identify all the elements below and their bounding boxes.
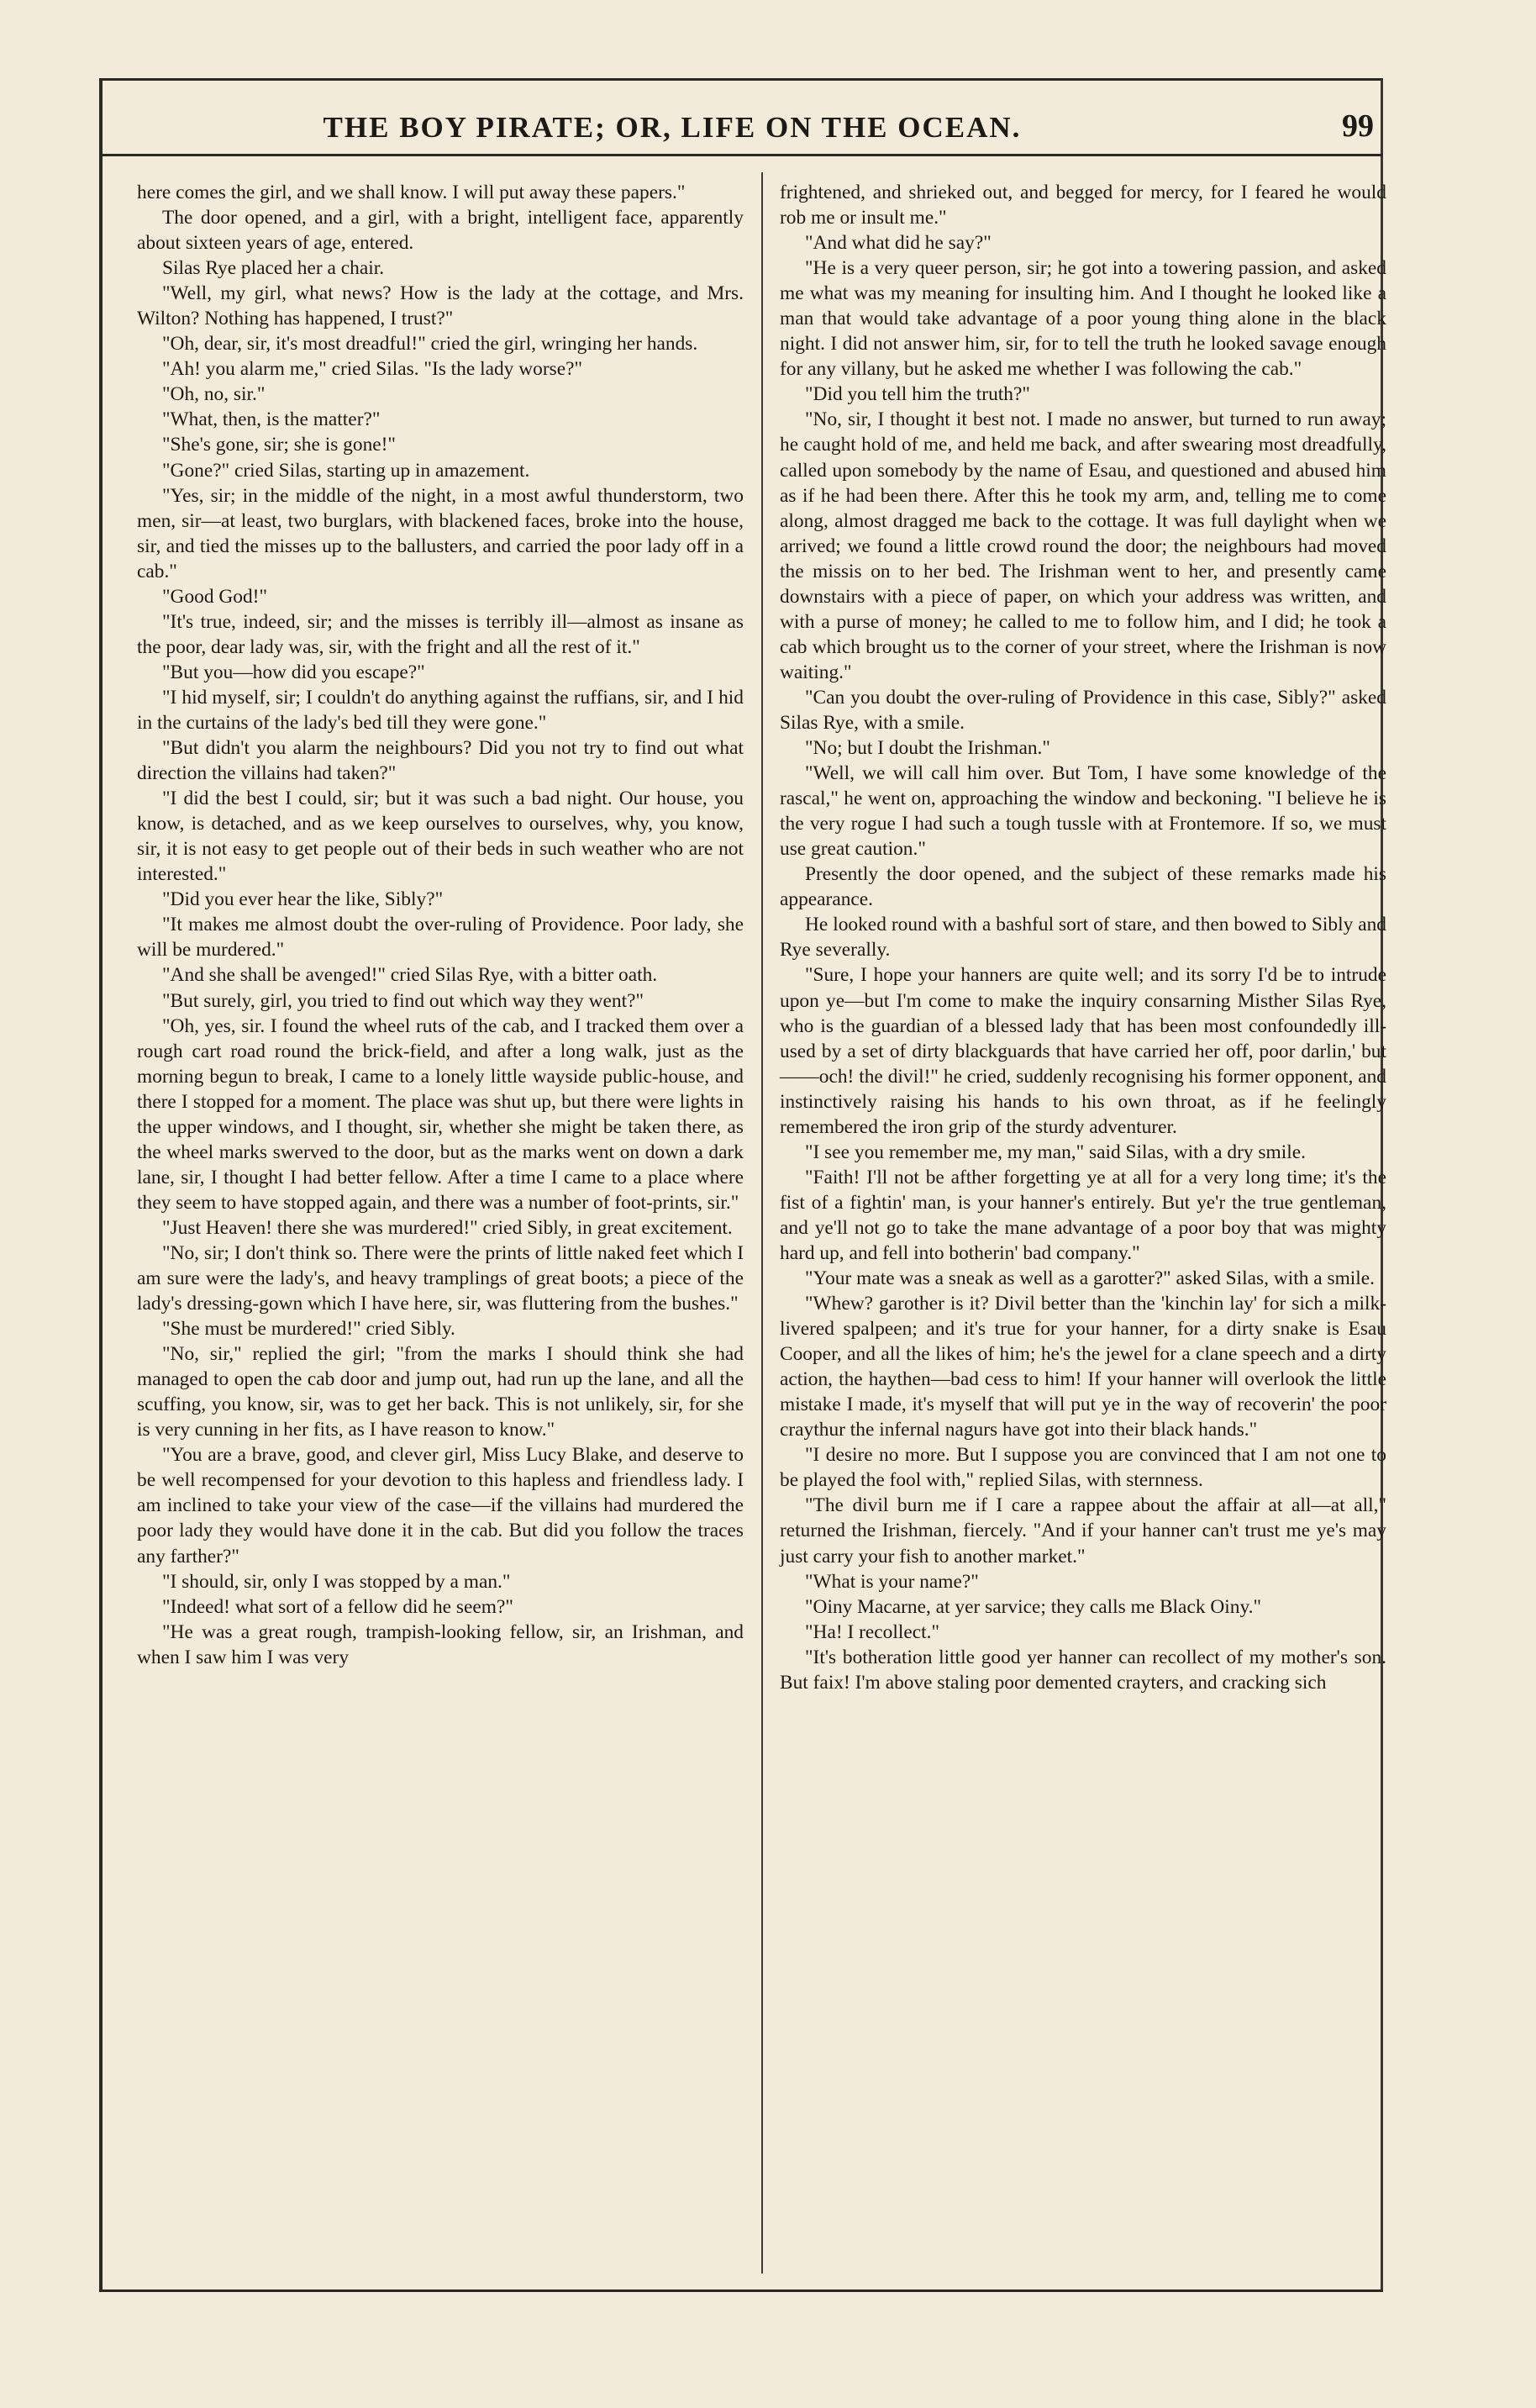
paragraph: "It makes me almost doubt the over-ruling of Providence. Poor lady, she will be murdered." [137,914,744,962]
paragraph: "And what did he say?" [805,232,992,255]
paragraph: "He was a great rough, trampish-looking fellow, sir, an Irishman, and when I saw him I was very [137,1620,744,1668]
column-divider [761,172,763,2274]
top-rule [99,78,1383,81]
paragraph: "Did you tell him the truth?" [805,383,1030,406]
paragraph: "Ah! you alarm me," cried Silas. "Is the lady worse?" [162,358,583,381]
paragraph: "He is a very queer person, sir; he got into a towering passion, and asked me what was my meaning for insulting him. And I thought he looked like a man that would take advantage of a poor young thing alone in the black night. I did not answer him, sir, for to tell the truth he looked savage enough for any villany, but he asked me whether I was following the cab." [780,257,1386,381]
paragraph: "But didn't you alarm the neighbours? Did you not try to find out what direction the villains had taken?" [137,737,744,785]
paragraph: "But you—how did you escape?" [162,661,425,683]
paragraph: "Oh, yes, sir. I found the wheel ruts of the cab, and I tracked them over a rough cart road round the brick-field, and after a long walk, just as the morning begun to break, I came to a lonely little wayside public-house, and there I stopped for a moment. The place was shut up, but there were lights in the upper windows, and I thought, sir, whether she might be taken there, as the wheel marks swerved to the door, but as the marks went on down a dark lane, sir, I thought I had better fellow. After a time I came to a place where they seem to have stopped again, and there was a number of foot-prints, sir." [137,1014,744,1214]
paragraph: "No, sir," replied the girl; "from the marks I should think she had managed to open the cab door and jump out, had run up the lane, and all the scuffing, you know, sir, was to get her back. This is not unlikely, sir, for she is very cunning in her fits, as I have reason to know." [137,1343,744,1441]
header-rule [99,154,1383,156]
paragraph: "Sure, I hope your hanners are quite well; and its sorry I'd be to intrude upon ye—but I'm come to make the inquiry consarning Misther Silas Rye, who is the guardian of a blessed lady that has been most confoundedly ill-used by a set of dirty blackguards that have carried her off, poor darlin,' but——och! the divil!" he cried, suddenly recognising his former opponent, and instinctively raising his hands to his own throat, as if he feelingly remembered the iron grip of the sturdy adventurer. [780,964,1386,1138]
paragraph: "And she shall be avenged!" cried Silas Rye, with a bitter oath. [162,964,658,987]
paragraph: "Did you ever hear the like, Sibly?" [162,888,444,911]
paragraph: "It's botheration little good yer hanner can recollect of my mother's son. But faix! I'm above staling poor demented crayters, and cracking sich [780,1646,1386,1694]
paragraph: "Yes, sir; in the middle of the night, in a most awful thunderstorm, two men, sir—at least, two burglars, with blackened faces, broke into the house, sir, and tied the misses up to the ballusters, and carried the poor lady off in a cab." [137,484,744,582]
paragraph: "What is your name?" [805,1570,979,1593]
paragraph: "Just Heaven! there she was murdered!" cried Sibly, in great excitement. [162,1216,733,1239]
paragraph: "Well, my girl, what news? How is the lady at the cottage, and Mrs. Wilton? Nothing has happened, I trust?" [137,282,744,330]
paragraph: "What, then, is the matter?" [162,408,381,431]
paragraph: "No; but I doubt the Irishman." [805,737,1050,760]
paragraph: Presently the door opened, and the subject of these remarks made his appearance. [780,863,1386,911]
paragraph: "Whew? garother is it? Divil better than the 'kinchin lay' for sich a milk-livered spalpeen; and it's true for your hanner, for a dirty snake is Esau Cooper, and all the likes of him; he's the jewel for a clane speech and a dirty action, the haythen—bad cess to him! If your hanner will overlook the little mistake I made, it's myself that will put ye in the way of recoverin' the poor craythur the infernal nagurs have got into their black hands." [780,1293,1386,1441]
paragraph: "Oiny Macarne, at yer sarvice; they calls me Black Oiny." [805,1595,1262,1618]
paragraph: "Can you doubt the over-ruling of Providence in this case, Sibly?" asked Silas Rye, with a smile. [780,686,1386,734]
paragraph: "I should, sir, only I was stopped by a man." [162,1570,511,1593]
paragraph: "Good God!" [162,585,267,608]
paragraph: "Ha! I recollect." [805,1620,939,1643]
paragraph: "I did the best I could, sir; but it was such a bad night. Our house, you know, is detached, and as we keep ourselves to ourselves, why, you know, sir, it is not easy to get people out of their beds in such weather who are not interested." [137,788,744,886]
paragraph: "You are a brave, good, and clever girl, Miss Lucy Blake, and deserve to be well recompensed for your devotion to this hapless and friendless lady. I am inclined to take your view of the case—if the villains had murdered the poor lady they would have done it in the cab. But did you follow the traces any farther?" [137,1444,744,1568]
paragraph: "She's gone, sir; she is gone!" [162,434,396,456]
paragraph: Silas Rye placed her a chair. [162,257,385,280]
right-column [780,180,1386,1695]
page-number: 99 [1342,108,1374,144]
paragraph: "Your mate was a sneak as well as a garotter?" asked Silas, with a smile. [805,1267,1375,1290]
left-border-rule [99,80,103,2290]
paragraph: "Faith! I'll not be afther forgetting ye at all for a very long time; it's the fist of a fightin' man, is your hanner's entirely. But ye'r the true gentleman, and ye'll not go to take the mane advantage of a poor boy that was mighty hard up, and fell into botherin' bad company." [780,1166,1386,1264]
paragraph: frightened, and shrieked out, and begged for mercy, for I feared he would rob me or insult me." [780,182,1386,229]
bottom-rule [99,2289,1383,2292]
paragraph: The door opened, and a girl, with a bright, intelligent face, apparently about sixteen years of age, entered. [137,207,744,255]
paragraph: "Well, we will call him over. But Tom, I have some knowledge of the rascal," he went on, approaching the window and beckoning. "I believe he is the very rogue I had such a tough tussle with at Frontemore. If so, we must use great caution." [780,762,1386,861]
paragraph: "No, sir; I don't think so. There were the prints of little naked feet which I am sure were the lady's, and heavy tramplings of great boots; a piece of the lady's dressing-gown which I have here, sir, was fluttering from the bushes." [137,1241,744,1315]
paragraph: here comes the girl, and we shall know. I will put away these papers." [137,182,686,203]
paragraph: "I see you remember me, my man," said Silas, with a dry smile. [805,1141,1306,1163]
running-title: THE BOY PIRATE; OR, LIFE ON THE OCEAN. [323,111,1022,144]
paragraph: "I hid myself, sir; I couldn't do anything against the ruffians, sir, and I hid in the curtains of the lady's bed till they were gone." [137,686,744,734]
paragraph: "The divil burn me if I care a rappee about the affair at all—at all," returned the Irishman, fiercely. "And if your hanner can't trust me ye's may just carry your fish to another market." [780,1494,1386,1568]
paragraph: "But surely, girl, you tried to find out which way they went?" [162,989,644,1012]
paragraph: "It's true, indeed, sir; and the misses is terribly ill—almost as insane as the poor, dear lady was, sir, with the fright and all the rest of it." [137,610,744,658]
paragraph: "She must be murdered!" cried Sibly. [162,1318,455,1341]
paragraph: "No, sir, I thought it best not. I made no answer, but turned to run away; he caught hold of me, and held me back, and after swearing most dreadfully, called upon somebody by the name of Esau, and questioned and abused him as if he had been there. After this he took my arm, and, telling me to come along, almost dragged me back to the cottage. It was full daylight when we arrived; we found a little crowd round the door; the neighbours had moved the missis on to her bed. The Irishman went to her, and presently came downstairs with a piece of paper, on which your address was written, and with a purse of money; he called to me to follow him, and I did; he took a cab which brought us to the corner of your street, where the Irishman is now waiting." [780,408,1386,683]
paragraph: "Oh, dear, sir, it's most dreadful!" cried the girl, wringing her hands. [162,333,698,356]
paragraph: He looked round with a bashful sort of stare, and then bowed to Sibly and Rye severally. [780,914,1386,962]
paragraph: "Oh, no, sir." [162,383,266,406]
paragraph: "I desire no more. But I suppose you are convinced that I am not one to be played the fool with," replied Silas, with sternness. [780,1444,1386,1492]
paragraph: "Gone?" cried Silas, starting up in amazement. [162,459,530,482]
paragraph: "Indeed! what sort of a fellow did he seem?" [162,1595,513,1618]
left-column [137,180,744,1670]
